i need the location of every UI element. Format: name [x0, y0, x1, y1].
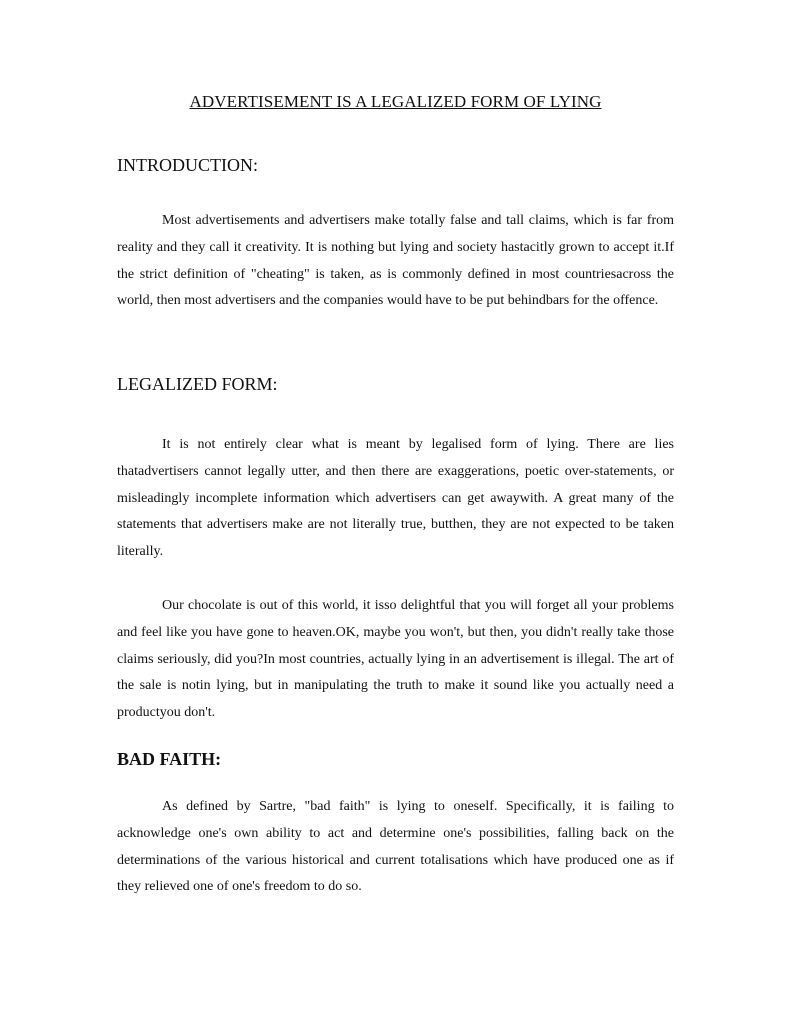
section-heading-introduction: INTRODUCTION:	[117, 155, 258, 175]
section-heading-bad-faith: BAD FAITH:	[117, 749, 222, 769]
paragraph-bad-faith: As defined by Sartre, "bad faith" is lying to oneself. Specifically, it is failing to acknowledge one's own ability to act and determine one's possibilities, falling back on the determinations of the various historical and current totalisations which have produced one as if they relieved one of one's freedom to do so.	[117, 799, 674, 895]
paragraph-legalized-form-2: Our chocolate is out of this world, it isso delightful that you will forget all your problems and feel like you have gone to heaven.OK, maybe you won't, but then, you didn't really take those claims seriously, did you?In most countries, actually lying in an advertisement is illegal. The art of the sale is notin lying, but in manipulating the truth to make it sound like you actually need a productyou don't.	[117, 598, 674, 721]
section-heading-legalized-form: LEGALIZED FORM:	[117, 374, 278, 394]
paragraph-legalized-form-1: It is not entirely clear what is meant by legalised form of lying. There are lies thatadvertisers cannot legally utter, and then there are exaggerations, poetic over-statements, or misleadingly incomplete information which advertisers can get awaywith. A great many of the statements that advertisers make are not literally true, butthen, they are not expected to be taken literally.	[117, 437, 674, 560]
document-title: ADVERTISEMENT IS A LEGALIZED FORM OF LYING	[189, 92, 602, 111]
paragraph-introduction: Most advertisements and advertisers make totally false and tall claims, which is far from reality and they call it creativity. It is nothing but lying and society hastacitly grown to accept it.If the strict definition of "cheating" is taken, as is commonly defined in most countriesacross the world, then most advertisers and the companies would have to be put behindbars for the offence.	[117, 213, 674, 309]
